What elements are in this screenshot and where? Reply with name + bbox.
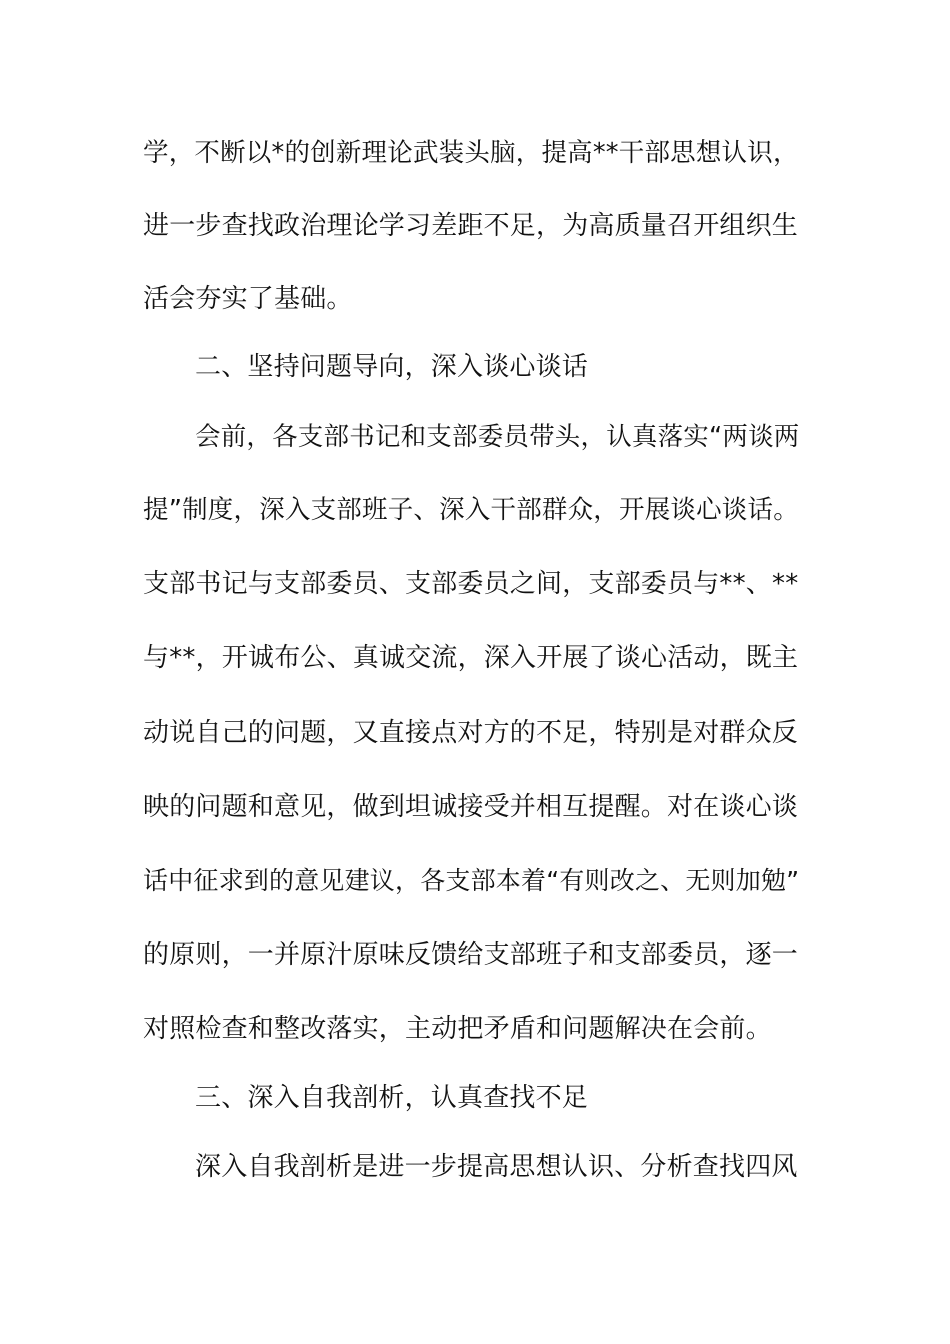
paragraph-first-line: 深入自我剖析是进一步提高思想认识、分析查找四风 xyxy=(195,1152,798,1182)
body-text-line: 学，不断以*的创新理论武装头脑，提高**干部思想认识， xyxy=(143,138,799,168)
body-text-line: 进一步查找政治理论学习差距不足，为高质量召开组织生 xyxy=(143,211,799,241)
paragraph-first-line: 会前，各支部书记和支部委员带头，认真落实“两谈两 xyxy=(195,422,800,452)
section-heading: 二、坚持问题导向，深入谈心谈话 xyxy=(195,352,589,382)
body-text-line: 与**，开诚布公、真诚交流，深入开展了谈心活动，既主 xyxy=(143,643,799,673)
body-text-line: 映的问题和意见，做到坦诚接受并相互提醒。对在谈心谈 xyxy=(143,792,799,822)
body-text-line: 动说自己的问题，又直接点对方的不足，特别是对群众反 xyxy=(143,718,799,748)
body-text-line: 支部书记与支部委员、支部委员之间，支部委员与**、** xyxy=(143,569,799,599)
section-heading: 三、深入自我剖析，认真查找不足 xyxy=(195,1083,589,1113)
body-text-line: 对照检查和整改落实，主动把矛盾和问题解决在会前。 xyxy=(143,1014,772,1044)
body-text-line: 活会夯实了基础。 xyxy=(143,284,353,314)
body-text-line: 的原则，一并原汁原味反馈给支部班子和支部委员，逐一 xyxy=(143,940,799,970)
body-text-line: 提”制度，深入支部班子、深入干部群众，开展谈心谈话。 xyxy=(143,495,799,525)
body-text-line: 话中征求到的意见建议，各支部本着“有则改之、无则加勉” xyxy=(143,866,800,895)
